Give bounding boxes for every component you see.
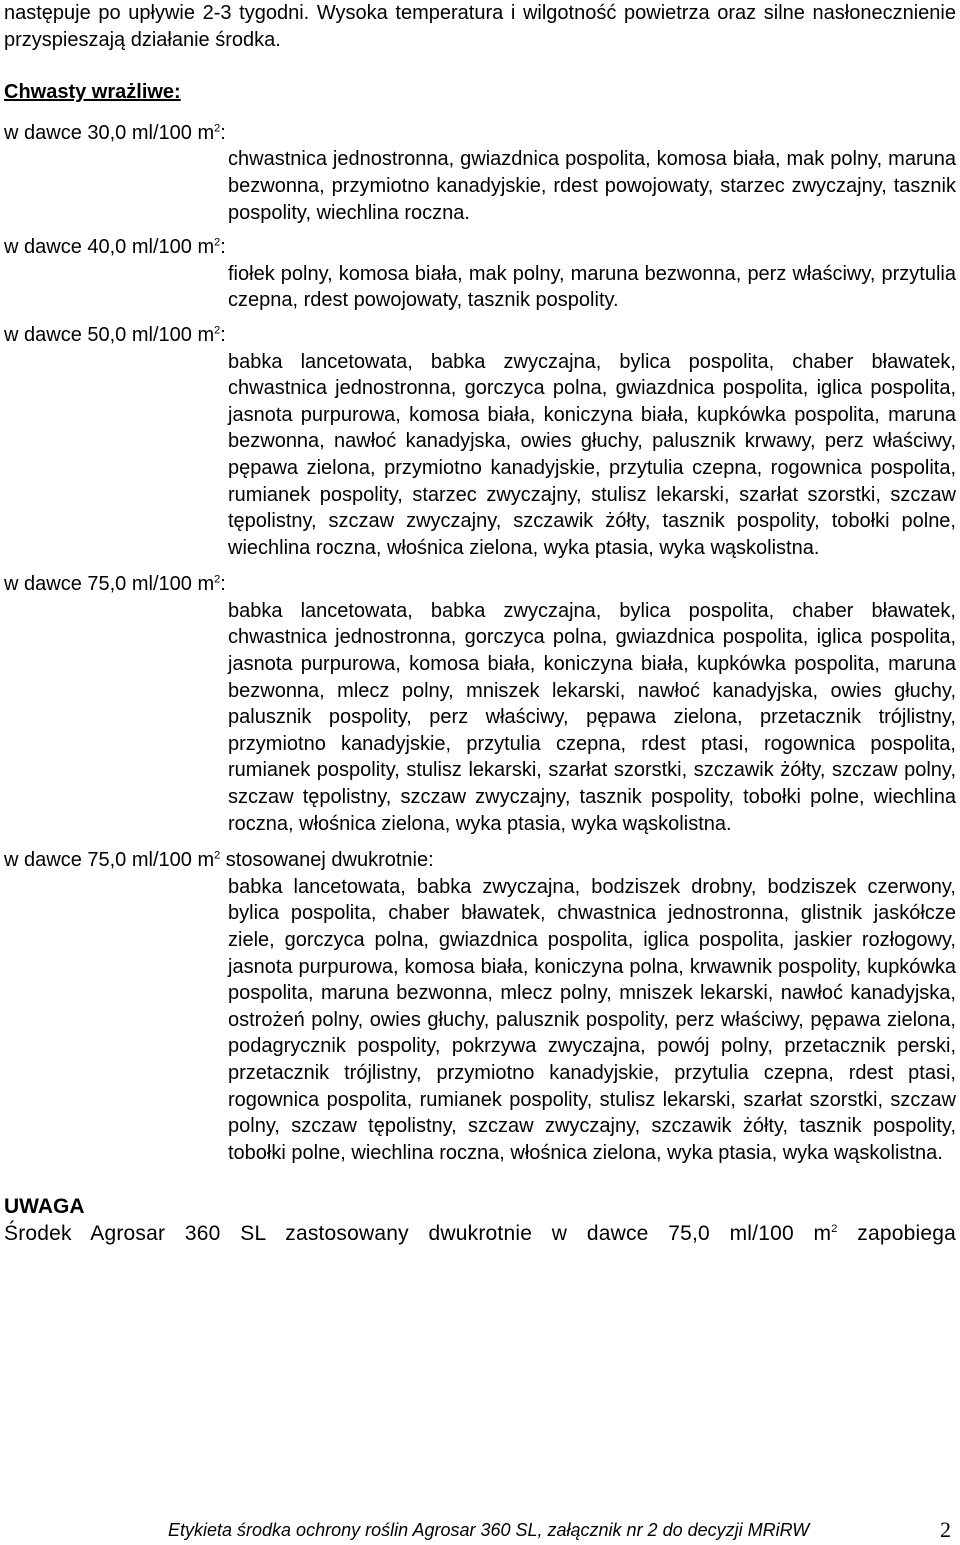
- weed-list: fiołek polny, komosa biała, mak polny, maruna bezwonna, perz właściwy, przytulia czepna, rdest powojowaty, tasznik pospolity.: [228, 262, 956, 312]
- dose-group-40: [4, 234, 956, 314]
- dose-label-text: w dawce 75,0 ml/100 m: [4, 573, 215, 596]
- dose-label-suffix: :: [220, 323, 226, 346]
- dose-group-75: [4, 571, 956, 837]
- dose-label-text: w dawce 50,0 ml/100 m: [4, 323, 215, 346]
- dose-label: [4, 571, 956, 598]
- weed-list: babka lancetowata, babka zwyczajna, bylica pospolita, chaber bławatek, chwastnica jednostronna, gorczyca polna, gwiazdnica pospolita, iglica pospolita, jasnota purpurowa, komosa biała, koniczyna biała, kupkówka pospolita, maruna bezwonna, mlecz polny, mniszek lekarski, nawłoć kanadyjska, owies głuchy, palusznik pospolity, perz właściwy, pępawa zielona, przetacznik trójlistny, przymiotno kanadyjskie, przytulia czepna, rdest ptasi, rogownica pospolita, rumianek pospolity, stulisz lekarski, szarłat szorstki, szczawik żółty, szczaw polny, szczaw tępolistny, szczaw zwyczajny, tasznik pospolity, tobołki polne, wiechlina roczna, włośnica zielona, wyka ptasia, wyka wąskolistna.: [228, 599, 956, 835]
- weed-list: chwastnica jednostronna, gwiazdnica pospolita, komosa biała, mak polny, maruna bezwonna, przymiotno kanadyjskie, rdest powojowaty, starzec zwyczajny, tasznik pospolity, wiechlina roczna.: [228, 148, 956, 224]
- dose-label-exponent: 2: [214, 324, 221, 337]
- dose-label-text: w dawce 75,0 ml/100 m: [4, 849, 215, 872]
- dose-group-75-twice: [4, 847, 956, 1166]
- note-text-end: zapobiega: [837, 1221, 956, 1245]
- dose-label: [4, 322, 956, 349]
- dose-label-suffix: stosowanej dwukrotnie:: [220, 849, 434, 872]
- note-text: [4, 1221, 956, 1248]
- weed-list: babka lancetowata, babka zwyczajna, bodziszek drobny, bodziszek czerwony, bylica pospolita, chaber bławatek, chwastnica jednostronna, glistnik jaskółcze ziele, gorczyca polna, gwiazdnica pospolita, iglica pospolita, jaskier rozłogowy, jasnota purpurowa, komosa biała, koniczyna polna, krwawnik pospolity, kupkówka pospolita, maruna bezwonna, mlecz polny, mniszek lekarski, nawłoć kanadyjska, ostrożeń polny, owies głuchy, palusznik pospolity, perz właściwy, pępawa zielona, podagrycznik pospolity, pokrzywa zwyczajna, powój polny, przetacznik perski, przetacznik trójlistny, przymiotno kanadyjskie, przytulia czepna, rdest ptasi, rogownica pospolita, rumianek pospolity, stulisz lekarski, szarłat szorstki, szczaw polny, szczaw tępolistny, szczaw zwyczajny, szczawik żółty, tasznik pospolity, tobołki polne, wiechlina roczna, włośnica zielona, wyka ptasia, wyka wąskolistna.: [228, 875, 956, 1164]
- note-exponent: 2: [831, 1222, 838, 1235]
- dose-label: [4, 234, 956, 261]
- page-number: 2: [940, 1517, 951, 1542]
- dose-label-exponent: 2: [214, 122, 221, 135]
- note-title: UWAGA: [4, 1195, 85, 1219]
- dose-label-exponent: 2: [214, 236, 221, 249]
- dose-label-text: w dawce 30,0 ml/100 m: [4, 121, 215, 144]
- document-page: [4, 0, 956, 1248]
- dose-label-suffix: :: [220, 121, 226, 144]
- dose-label: [4, 847, 956, 874]
- page-footer: Etykieta środka ochrony roślin Agrosar 360 SL, załącznik nr 2 do decyzji MRiRW: [168, 1520, 810, 1540]
- dose-label-exponent: 2: [214, 849, 221, 862]
- dose-label-text: w dawce 40,0 ml/100 m: [4, 236, 215, 259]
- section-heading: Chwasty wrażliwe:: [4, 81, 181, 104]
- dose-group-50: [4, 322, 956, 561]
- intro-paragraph: następuje po upływie 2-3 tygodni. Wysoka temperatura i wilgotność powietrza oraz silne nasłonecznienie przyspieszają działanie środka.: [4, 2, 956, 51]
- weed-list: babka lancetowata, babka zwyczajna, bylica pospolita, chaber bławatek, chwastnica jednostronna, gorczyca polna, gwiazdnica pospolita, iglica pospolita, jasnota purpurowa, komosa biała, koniczyna biała, kupkówka pospolita, maruna bezwonna, nawłoć kanadyjska, owies głuchy, palusznik krwawy, perz właściwy, pępawa zielona, przymiotno kanadyjskie, przytulia czepna, rogownica pospolita, rumianek pospolity, starzec zwyczajny, stulisz lekarski, szarłat szorstki, szczaw tępolistny, szczaw zwyczajny, szczawik żółty, tasznik pospolity, tobołki polne, wiechlina roczna, włośnica zielona, wyka ptasia, wyka wąskolistna.: [228, 350, 956, 559]
- dose-label: [4, 120, 956, 147]
- dose-group-30: [4, 120, 956, 226]
- dose-label-suffix: :: [220, 573, 226, 596]
- note-text-main: Środek Agrosar 360 SL zastosowany dwukrotnie w dawce 75,0 ml/100 m: [4, 1221, 832, 1245]
- dose-label-exponent: 2: [214, 573, 221, 586]
- dose-label-suffix: :: [220, 236, 226, 259]
